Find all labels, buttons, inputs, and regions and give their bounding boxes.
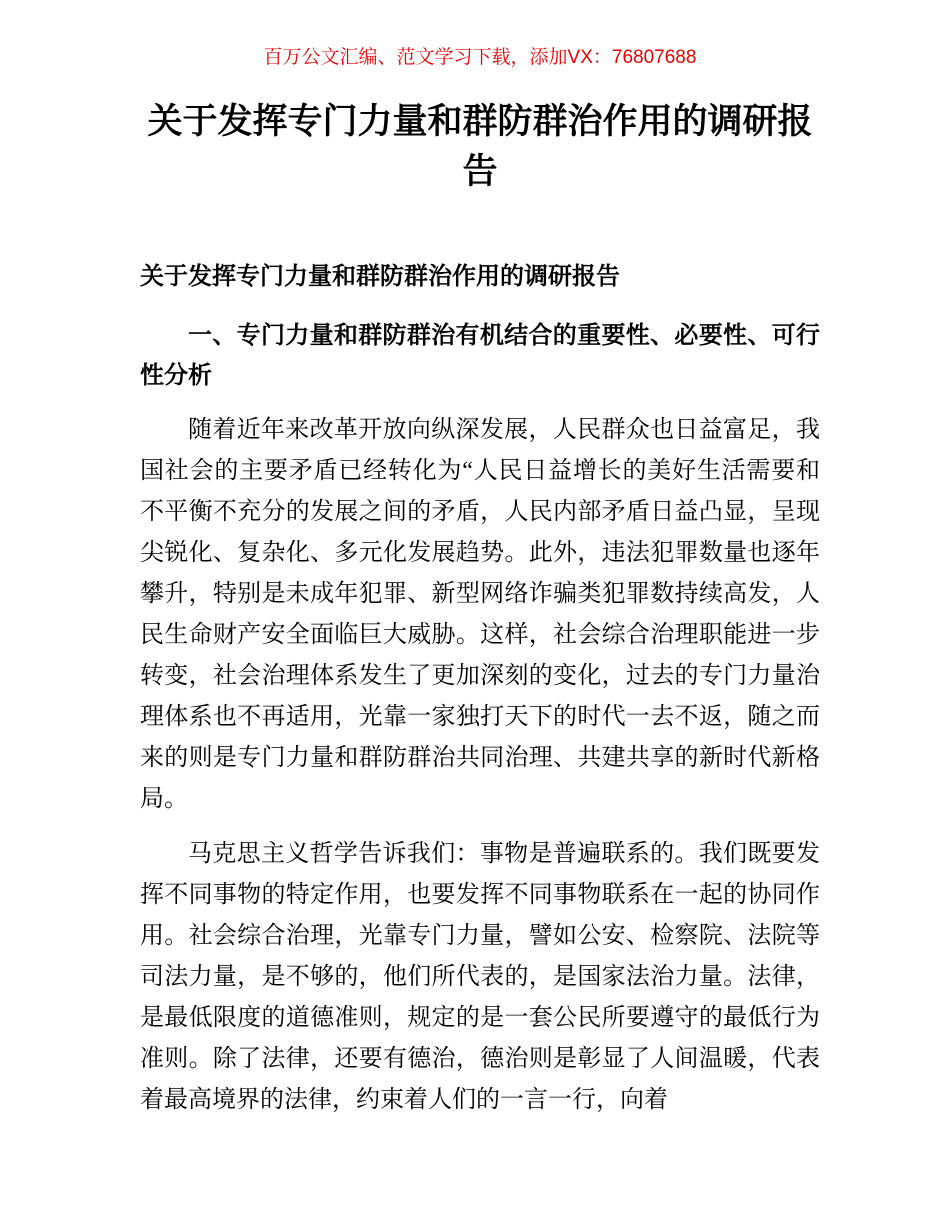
document-title: 关于发挥专门力量和群防群治作用的调研报告 bbox=[147, 101, 813, 192]
document-section bbox=[140, 316, 820, 1121]
document-subtitle: 关于发挥专门力量和群防群治作用的调研报告 bbox=[140, 263, 620, 291]
header-notice: 百万公文汇编、范文学习下载，添加VX：76807688 bbox=[263, 47, 697, 68]
paragraph: 随着近年来改革开放向纵深发展，人民群众也日益富足，我国社会的主要矛盾已经转化为“人民日益增长的美好生活需要和不平衡不充分的发展之间的矛盾，人民内部矛盾日益凸显，呈现尖锐化、复杂化、多元化发展趋势。此外，违法犯罪数量也逐年攀升，特别是未成年犯罪、新型网络诈骗类犯罪数持续高发，人民生命财产安全面临巨大威胁。这样，社会综合治理职能进一步转变，社会治理体系发生了更加深刻的变化，过去的专门力量治理体系也不再适用，光靠一家独打天下的时代一去不返，随之而来的则是专门力量和群防群治共同治理、共建共享的新时代新格局。 bbox=[140, 416, 820, 812]
paragraph: 马克思主义哲学告诉我们：事物是普遍联系的。我们既要发挥不同事物的特定作用，也要发挥不同事物联系在一起的协同作用。社会综合治理，光靠专门力量，譬如公安、检察院、法院等司法力量，是不够的，他们所代表的，是国家法治力量。法律，是最低限度的道德准则，规定的是一套公民所要遵守的最低行为准则。除了法律，还要有德治，德治则是彰显了人间温暖，代表着最高境界的法律，约束着人们的一言一行，向着 bbox=[140, 840, 820, 1113]
section-heading: 一、专门力量和群防群治有机结合的重要性、必要性、可行性分析 bbox=[140, 321, 820, 389]
